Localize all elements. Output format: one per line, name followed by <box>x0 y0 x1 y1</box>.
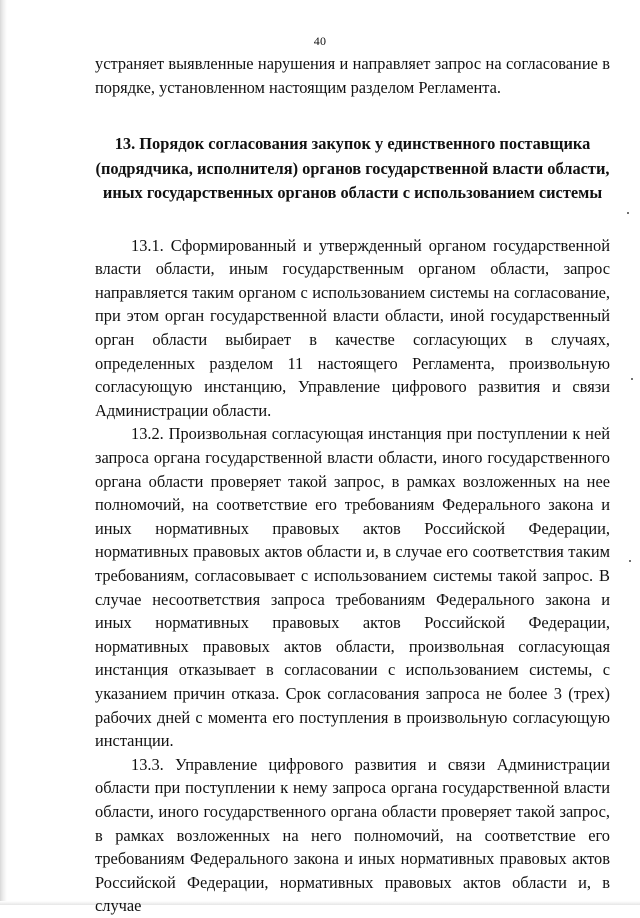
document-body <box>95 52 610 918</box>
scan-speck <box>631 378 633 380</box>
page-number: 40 <box>313 34 327 48</box>
scan-speck <box>627 212 629 214</box>
scan-speck <box>629 560 631 562</box>
paragraph-13-3: 13.3. Управление цифрового развития и связи Администрации области при поступлении к нему запроса органа государственной власти области, иного государственного органа области проверяет такой запрос, в рамках возложенных на него полномочий, на соответствие его требованиям Федерального закона и иных нормативных правовых актов Российской Федерации, нормативных правовых актов области и, в случае <box>95 754 610 916</box>
paragraph-13-1: 13.1. Сформированный и утвержденный органом государственной власти области, иным государственным органом области, запрос направляется таким органом с использованием системы на согласование, при этом орган государственной власти области, иной государственный орган области выбирает в качестве согласующих в случаях, определенных разделом 11 настоящего Регламента, произвольную согласующую инстанцию, Управление цифрового развития и связи Администрации области. <box>95 235 610 420</box>
section-heading: 13. Порядок согласования закупок у единственного поставщика (подрядчика, исполнителя) органов государственной власти области, иных государственных органов области с использованием системы <box>95 134 610 203</box>
intro-text: устраняет выявленные нарушения и направляет запрос на согласование в порядке, установленном настоящим разделом Регламента. <box>95 54 610 97</box>
paragraph-13-2: 13.2. Произвольная согласующая инстанция при поступлении к ней запроса органа государственной власти области, иного государственного органа области проверяет такой запрос, в рамках возложенных на нее полномочий, на соответствие его требованиям Федерального закона и иных нормативных правовых актов Российской Федерации, нормативных правовых актов области и, в случае его соответствия таким требованиям, согласовывает с использованием системы такой запрос. В случае несоответствия запроса требованиям Федерального закона и иных нормативных правовых актов Российской Федерации, нормативных правовых актов области, произвольная согласующая инстанция отказывает в согласовании с использованием системы, с указанием причин отказа. Срок согласования запроса не более 3 (трех) рабочих дней с момента его поступления в произвольную согласующую инстанции. <box>95 424 610 751</box>
scan-left-edge <box>0 0 7 905</box>
